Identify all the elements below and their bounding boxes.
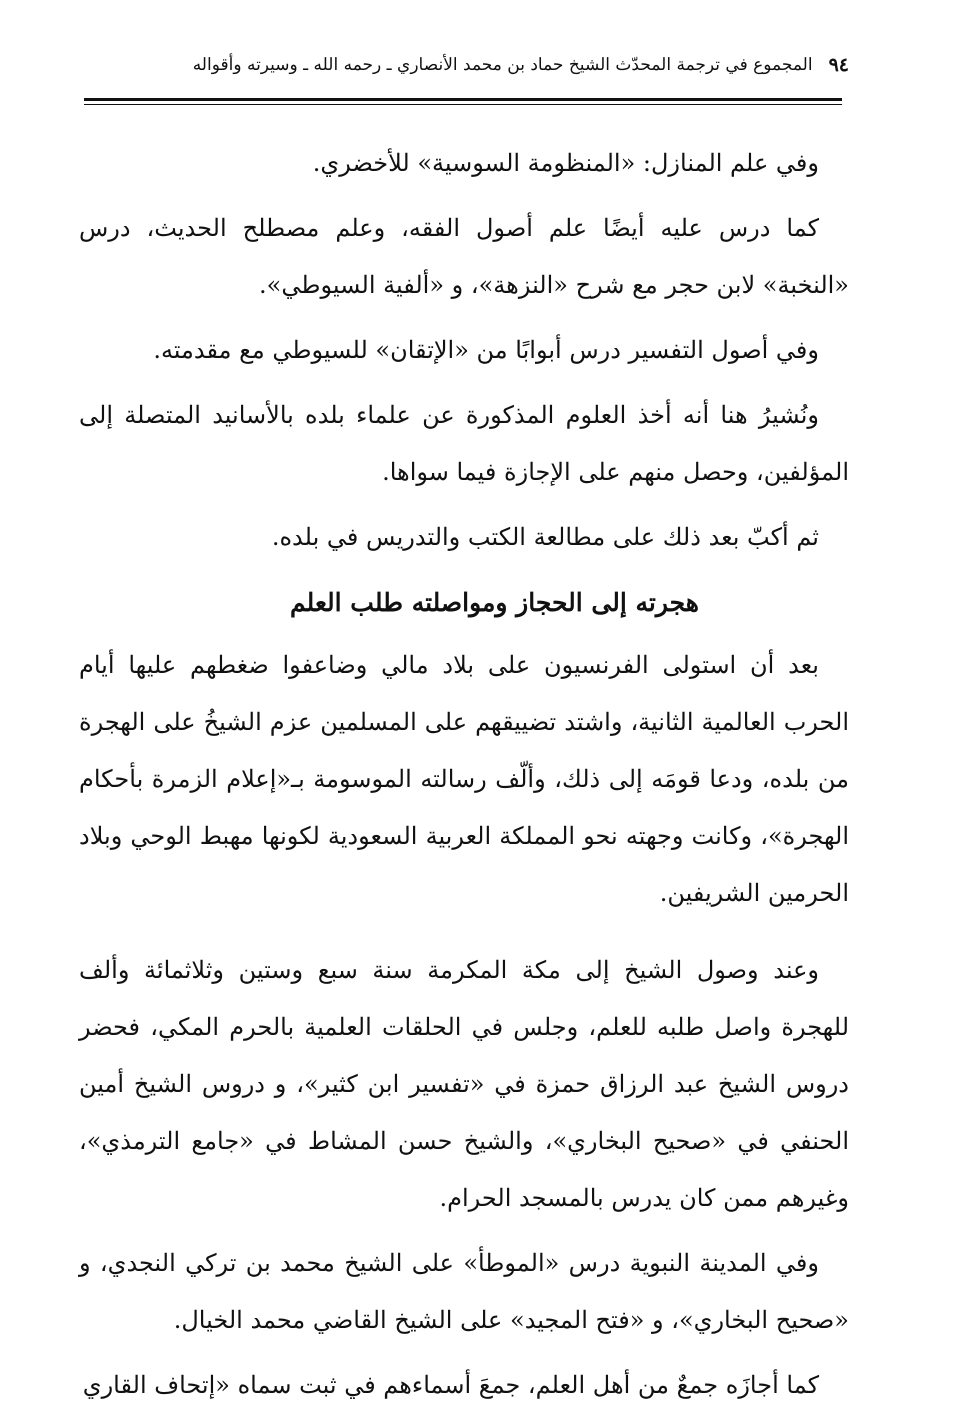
paragraph-6: بعد أن استولى الفرنسيون على بلاد مالي وضاعفوا ضغطهم عليها أيام الحرب العالمية الثانية، واشتد تضييقهم على المسلمين عزم الشيخُ على الهجرة من بلده، ودعا قومَه إلى ذلك، وألّف رسالته الموسومة بـ«إعلام الزمرة بأحكام الهجرة»، وكانت وجهته نحو المملكة العربية السعودية لكونها مهبط الوحي وبلاد الحرمين الشريفين.	[79, 651, 849, 907]
body-text	[79, 135, 849, 1422]
paragraph-1: وفي علم المنازل: «المنظومة السوسية» للأخضري.	[312, 149, 819, 177]
paragraph-8: وفي المدينة النبوية درس «الموطأ» على الشيخ محمد بن تركي النجدي، و «صحيح البخاري»، و «فتح المجيد» على الشيخ القاضي محمد الخيال.	[79, 1249, 849, 1334]
header-rule-thin	[84, 104, 842, 105]
paragraph-2: كما درس عليه أيضًا علم أصول الفقه، وعلم مصطلح الحديث، درس «النخبة» لابن حجر مع شرح «النزهة»، و «ألفية السيوطي».	[79, 214, 849, 299]
page-number: ٩٤	[828, 54, 849, 76]
paragraph-3: وفي أصول التفسير درس أبوابًا من «الإتقان» للسيوطي مع مقدمته.	[153, 336, 819, 364]
paragraph-9: كما أجازَه جمعٌ من أهل العلم، جمعَ أسماءهم في ثبت سماه «إتحاف القاري	[82, 1371, 819, 1399]
header-rule-thick	[84, 98, 842, 101]
running-header	[150, 50, 849, 80]
running-title: المجموع في ترجمة المحدّث الشيخ حماد بن محمد الأنصاري ـ رحمه الله ـ وسيرته وأقواله	[192, 55, 813, 75]
section-heading: هجرته إلى الحجاز ومواصلته طلب العلم	[290, 588, 699, 617]
paragraph-4: ونُشيرُ هنا أنه أخذ العلوم المذكورة عن علماء بلده بالأسانيد المتصلة إلى المؤلفين، وحصل منهم على الإجازة فيما سواها.	[79, 401, 849, 486]
paragraph-5: ثم أكبّ بعد ذلك على مطالعة الكتب والتدريس في بلده.	[271, 523, 819, 551]
paragraph-7: وعند وصول الشيخ إلى مكة المكرمة سنة سبع وستين وثلاثمائة وألف للهجرة واصل طلبه للعلم، وجلس في الحلقات العلمية بالحرم المكي، فحضر دروس الشيخ عبد الرزاق حمزة في «تفسير ابن كثير»، و دروس الشيخ أمين الحنفي في «صحيح البخاري»، والشيخ حسن المشاط في «جامع الترمذي»، وغيرهم ممن كان يدرس بالمسجد الحرام.	[79, 956, 850, 1212]
